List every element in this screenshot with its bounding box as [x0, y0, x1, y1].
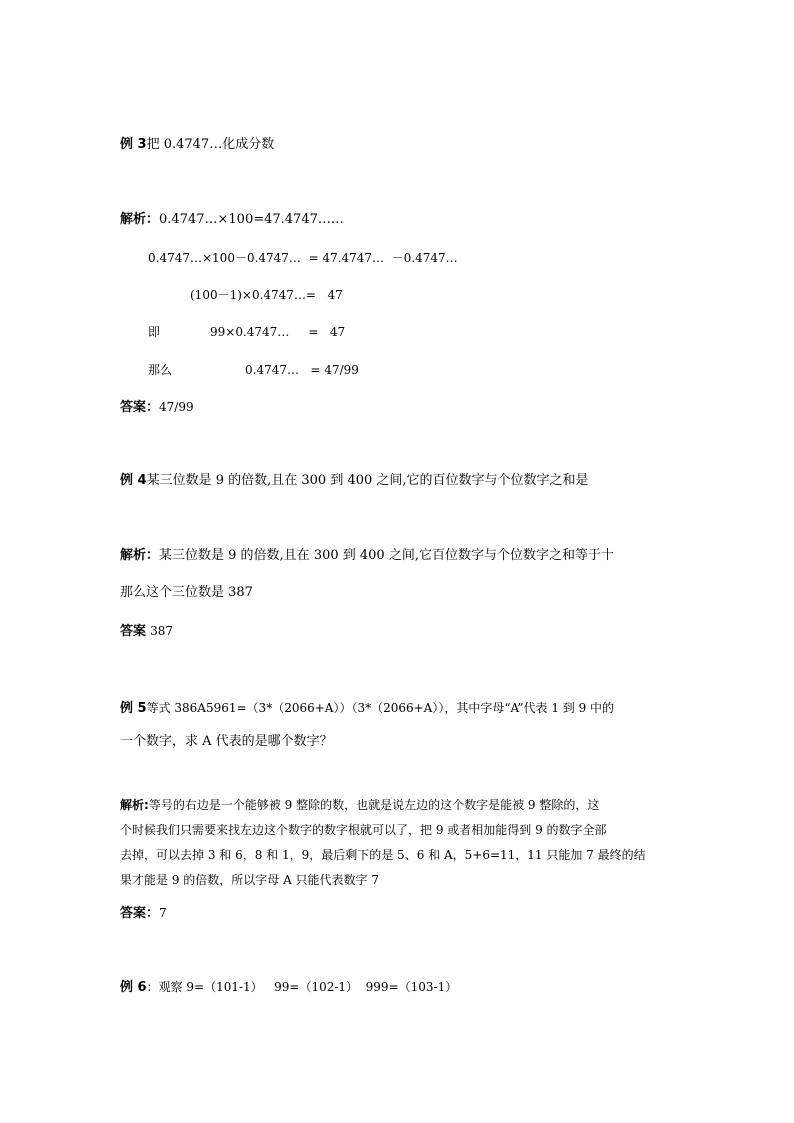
- example-4-analysis-text: 某三位数是 9 的倍数,且在 300 到 400 之间,它百位数字与个位数字之和等于十: [159, 548, 614, 563]
- example-6-label: 例 6: [120, 980, 147, 995]
- example-6-text: ：观察 9=（101-1） 99=（102-1） 999=（103-1）: [146, 980, 458, 994]
- example-3-analysis-line5-prefix: 那么: [148, 363, 173, 377]
- example-4-analysis-label: 解析：: [120, 548, 160, 563]
- example-3-analysis-text1: 0.4747…×100=47.4747……: [159, 212, 344, 227]
- example-5-answer: [120, 903, 167, 924]
- example-5-analysis-line2: 个时候我们只需要来找左边这个数字的数字根就可以了，把 9 或者相加能得到 9 的数字全部: [120, 823, 607, 837]
- example-3-answer: [120, 397, 194, 418]
- example-3-analysis-line1: [120, 210, 344, 230]
- example-3-analysis-line2: 0.4747…×100－0.4747… = 47.4747… －0.4747…: [148, 251, 458, 265]
- example-5-text: 等式 386A5961=（3*（2066+A））（3*（2066+A）），其中字母“A”代表 1 到 9 中的: [146, 701, 615, 715]
- example-4-label: 例 4: [120, 473, 147, 488]
- example-5-answer-value: 7: [159, 906, 167, 920]
- example-5-analysis-text1: 等号的右边是一个能够被 9 整除的数，也就是说左边的这个数字是能被 9 整除的，这: [148, 798, 600, 812]
- example-3-answer-label: 答案：: [120, 400, 160, 415]
- example-5-answer-label: 答案：: [120, 906, 160, 921]
- example-4-answer-label: 答案: [120, 624, 147, 639]
- example-4-answer-value: 387: [150, 624, 174, 638]
- example-3-analysis-line4: 99×0.4747… = 47: [210, 325, 346, 339]
- example-3-analysis-line5: 0.4747… = 47/99: [245, 363, 359, 377]
- example-3-analysis-label: 解析：: [120, 212, 160, 227]
- example-6-question: [120, 977, 457, 998]
- example-4-analysis-line1: [120, 546, 614, 566]
- example-4-text: 某三位数是 9 的倍数,且在 300 到 400 之间,它的百位数字与个位数字之和是: [146, 473, 589, 488]
- example-5-analysis-label: 解析:: [120, 798, 149, 812]
- example-5-analysis-line3: 去掉，可以去掉 3 和 6，8 和 1，9，最后剩下的是 5、6 和 A，5+6=11，11 只能加 7 最终的结: [120, 848, 646, 862]
- example-4-analysis-line2: 那么这个三位数是 387: [120, 585, 253, 600]
- example-5-question-line2: 一个数字，求 A 代表的是哪个数字？: [120, 734, 333, 749]
- example-3-analysis-line4-prefix: 即: [148, 325, 161, 339]
- example-5-analysis-line4: 果才能是 9 的倍数，所以字母 A 只能代表数字 7: [120, 873, 380, 887]
- example-3-analysis-line3: (100－1)×0.4747…= 47: [190, 288, 343, 302]
- example-5-label: 例 5: [120, 701, 147, 716]
- example-5-analysis-line1: [120, 795, 599, 815]
- example-3-text: 把 0.4747…化成分数: [146, 137, 275, 152]
- example-4-answer: [120, 621, 173, 642]
- example-4-question: [120, 471, 589, 491]
- example-3-question: [120, 135, 274, 155]
- example-3-answer-value: 47/99: [159, 400, 194, 414]
- example-3-label: 例 3: [120, 137, 147, 152]
- example-5-question-line1: [120, 698, 614, 719]
